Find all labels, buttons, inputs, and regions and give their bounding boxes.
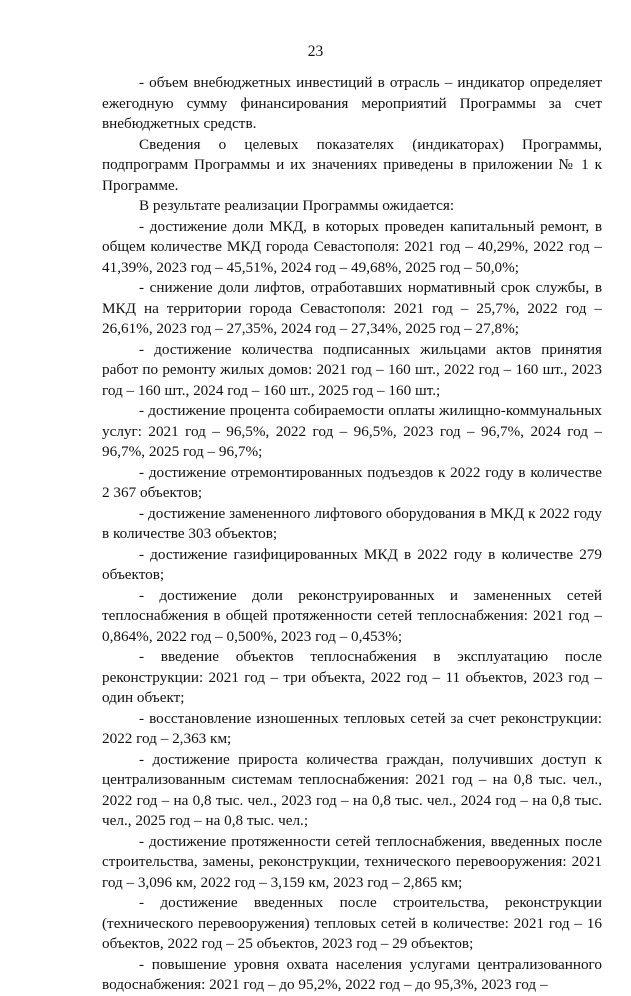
paragraph: - достижение протяженности сетей теплоснабжения, введенных после строительства, замены, реконструкции, технического перевооружения: 2021 год – 3,096 км, 2022 год – 3,159 км, 2023 год – 2,865 км; (102, 832, 602, 891)
paragraph: - достижение газифицированных МКД в 2022 году в количестве 279 объектов; (102, 545, 602, 583)
paragraph: - введение объектов теплоснабжения в эксплуатацию после реконструкции: 2021 год – три объекта, 2022 год – 11 объектов, 2023 год – один объект; (102, 648, 602, 706)
paragraph: - достижение доли реконструированных и замененных сетей теплоснабжения в общей протяженности сетей теплоснабжения: 2021 год – 0,864%, 2022 год – 0,500%, 2023 год – 0,453%; (102, 586, 602, 645)
paragraph: - достижение отремонтированных подъездов к 2022 году в количестве 2 367 объектов; (102, 463, 602, 501)
paragraph: - восстановление изношенных тепловых сетей за счет реконструкции: 2022 год – 2,363 км; (102, 709, 602, 747)
paragraph: - достижение количества подписанных жильцами актов принятия работ по ремонту жилых домов: 2021 год – 160 шт., 2022 год – 160 шт., 2023 год – 160 шт., 2024 год – 160 шт., 2025 год – 160 шт.; (102, 340, 602, 399)
paragraph: Сведения о целевых показателях (индикаторах) Программы, подпрограмм Программы и их значениях приведены в приложении № 1 к Программе. (102, 135, 602, 194)
paragraph: - достижение процента собираемости оплаты жилищно-коммунальных услуг: 2021 год – 96,5%, 2022 год – 96,5%, 2023 год – 96,7%, 2024 год – 96,7%, 2025 год – 96,7%; (102, 402, 602, 460)
paragraph: В результате реализации Программы ожидается: (139, 197, 455, 214)
paragraph: - достижение введенных после строительства, реконструкции (технического перевооружения) тепловых сетей в количестве: 2021 год – 16 объектов, 2022 год – 25 объектов, 2023 год – 29 объектов; (102, 894, 602, 952)
paragraph: - повышение уровня охвата населения услугами централизованного водоснабжения: 2021 год – до 95,2%, 2022 год – до 95,3%, 2023 год – (102, 955, 602, 993)
page-body (102, 73, 602, 996)
paragraph: - достижение доли МКД, в которых проведен капитальный ремонт, в общем количестве МКД города Севастополя: 2021 год – 40,29%, 2022 год – 41,39%, 2023 год – 45,51%, 2024 год – 49,68%, 2025 год – 50,0%; (102, 217, 602, 276)
paragraph: - объем внебюджетных инвестиций в отрасль – индикатор определяет ежегодную сумму финансирования мероприятий Программы за счет внебюджетных средств. (102, 74, 602, 132)
paragraph: - достижение прироста количества граждан, получивших доступ к централизованным системам теплоснабжения: 2021 год – на 0,8 тыс. чел., 2022 год – на 0,8 тыс. чел., 2023 год – на 0,8 тыс. чел., 2024 год – на 0,8 тыс. чел., 2025 год – на 0,8 тыс. чел.; (102, 750, 602, 829)
paragraph: - достижение замененного лифтового оборудования в МКД к 2022 году в количестве 303 объектов; (102, 504, 602, 542)
page-number: 23 (307, 43, 324, 60)
paragraph: - снижение доли лифтов, отработавших нормативный срок службы, в МКД на территории города Севастополя: 2021 год – 25,7%, 2022 год – 26,61%, 2023 год – 27,35%, 2024 год – 27,34%, 2025 год – 27,8%; (102, 279, 602, 337)
